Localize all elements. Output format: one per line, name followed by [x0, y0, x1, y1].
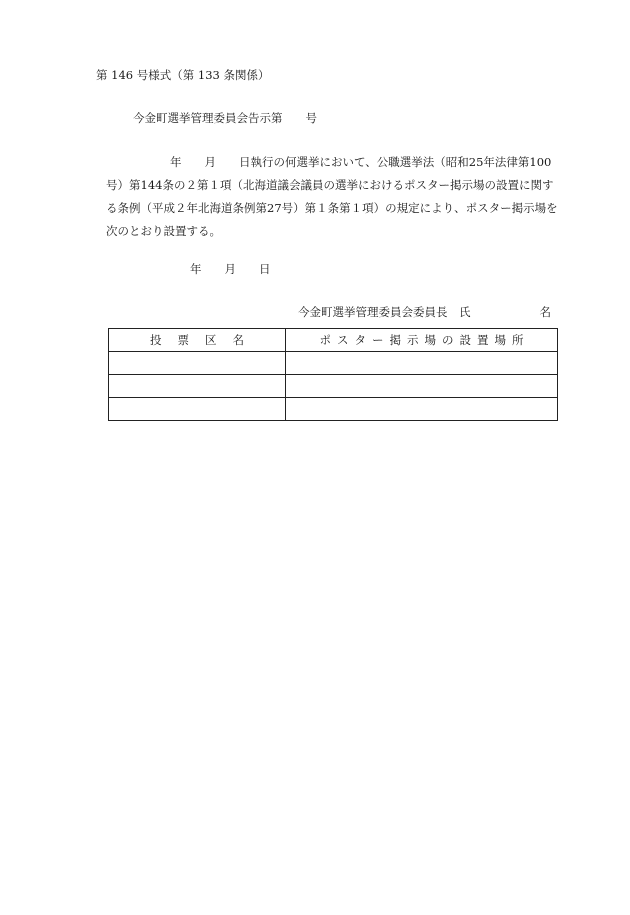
table-cell-district	[109, 352, 286, 375]
header-poster-location: ポスター掲示場の設置場所	[286, 329, 558, 352]
table-row	[109, 375, 558, 398]
poster-location-table	[108, 328, 558, 421]
table-cell-location	[286, 352, 558, 375]
table-row	[109, 352, 558, 375]
signatory: 今金町選挙管理委員会委員長 氏 名	[298, 305, 551, 319]
notice-body-line: 次のとおり設置する。	[106, 224, 221, 238]
notice-body-line: る条例（平成２年北海道条例第27号）第１条第１項）の規定により、ポスター掲示場を	[106, 201, 558, 215]
table-cell-location	[286, 398, 558, 421]
notice-title: 今金町選挙管理委員会告示第 号	[133, 111, 317, 125]
form-number: 第 146 号様式（第 133 条関係）	[96, 68, 270, 82]
notice-body-line: 号）第144条の２第１項（北海道議会議員の選挙におけるポスター掲示場の設置に関す	[106, 178, 554, 192]
table-cell-district	[109, 375, 286, 398]
table-header-row	[109, 329, 558, 352]
header-voting-district: 投票区名	[109, 329, 286, 352]
table-cell-district	[109, 398, 286, 421]
table-cell-location	[286, 375, 558, 398]
date-line: 年 月 日	[190, 262, 271, 276]
table-row	[109, 398, 558, 421]
notice-body-line: 年 月 日執行の何選挙において、公職選挙法（昭和25年法律第100	[170, 155, 552, 169]
